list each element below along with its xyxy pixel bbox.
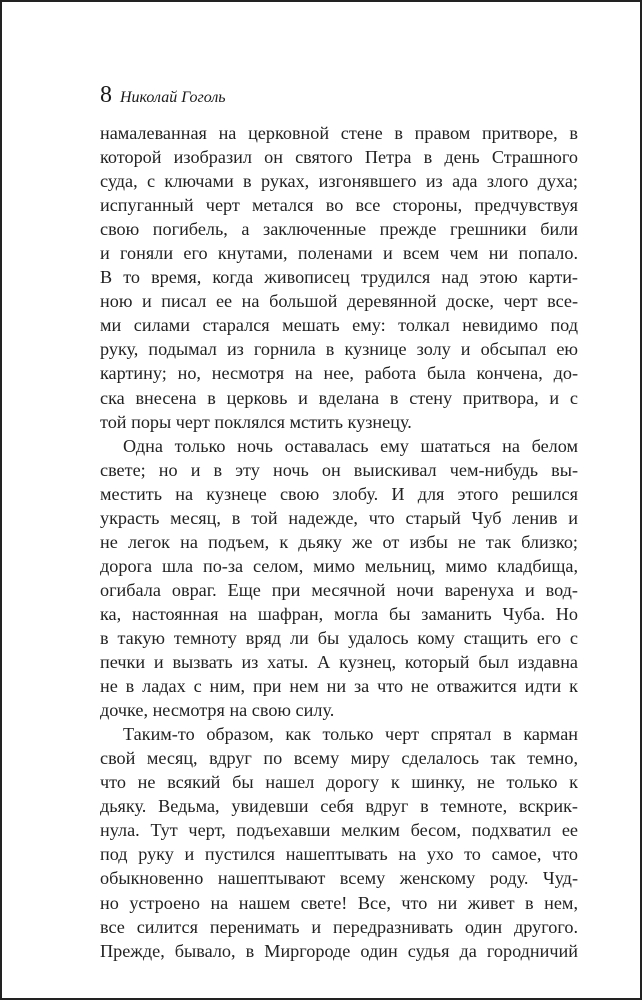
text-line: но устроено на нашем свете! Все, что ни живет в нем,: [100, 892, 578, 913]
running-header: [100, 82, 226, 109]
text-line: не легок на подъем, к дьяку же от избы не так близко;: [100, 531, 578, 552]
text-line: ми силами старался мешать ему: толкал невидимо под: [100, 315, 578, 336]
text-line: картину; но, несмотря на нее, работа была кончена, до-: [100, 363, 578, 384]
text-line: суда, с ключами в руках, изгонявшего из ада злого духа;: [100, 171, 578, 192]
text-line: украсть месяц, в той надежде, что старый Чуб ленив и: [100, 507, 578, 528]
text-line: местить на кузнеце свою злобу. И для этого решился: [100, 483, 578, 504]
text-line: свете; но и в эту ночь он выискивал чем-нибудь вы-: [100, 459, 578, 480]
page-number: 8: [100, 82, 112, 108]
text-line: В то время, когда живописец трудился над этою карти-: [100, 267, 578, 288]
text-line: в такую темноту вряд ли бы удалось кому стащить его с: [100, 627, 578, 648]
paragraph: [100, 121, 578, 434]
text-line: дочке, несмотря на свою силу.: [100, 700, 335, 721]
text-line: той поры черт поклялся мстить кузнецу.: [100, 411, 412, 432]
paragraph: [100, 722, 578, 962]
text-line: все силится перенимать и передразнивать один другого.: [100, 916, 578, 937]
text-line: огибала овраг. Еще при месячной ночи варенуха и вод-: [100, 579, 578, 600]
text-line: намалеванная на церковной стене в правом притворе, в: [100, 123, 578, 143]
text-line: Таким-то образом, как только черт спрятал в карман: [123, 724, 578, 745]
paragraph: [100, 434, 578, 723]
text-line: свой месяц, вдруг по всему миру сделалось так темно,: [100, 748, 578, 769]
text-line: свою погибель, а заключенные прежде грешники били: [100, 219, 578, 240]
text-line: нула. Тут черт, подъехавши мелким бесом, подхватил ее: [100, 820, 578, 841]
text-line: не в ладах с ним, при нем ни за что не отважится идти к: [100, 676, 578, 697]
text-line: ска внесена в церковь и вделана в стену притвора, и с: [100, 387, 578, 408]
text-line: ною и писал ее на большой деревянной доске, черт все-: [100, 291, 578, 312]
body-text: [100, 121, 578, 963]
text-line: под руку и пустился нашептывать на ухо то самое, что: [100, 844, 578, 865]
text-line: обыкновенно нашептывают всему женскому роду. Чуд-: [100, 868, 578, 889]
text-line: дьяку. Ведьма, увидевши себя вдруг в темноте, вскрик-: [100, 796, 578, 817]
text-line: Одна только ночь оставалась ему шататься на белом: [123, 435, 578, 456]
text-line: Прежде, бывало, в Миргороде один судья да городничий: [100, 940, 578, 961]
text-line: которой изобразил он святого Петра в день Страшного: [100, 147, 578, 168]
text-line: ка, настоянная на шафран, могла бы заманить Чуба. Но: [100, 603, 578, 624]
text-line: дорога шла по-за селом, мимо мельниц, мимо кладбища,: [100, 555, 578, 576]
text-line: печки и вызвать из хаты. А кузнец, который был издавна: [100, 652, 578, 673]
running-head-author: Николай Гоголь: [120, 89, 226, 106]
text-line: и гоняли его кнутами, поленами и всем чем ни попало.: [100, 243, 578, 264]
text-line: испуганный черт метался во все стороны, предчувствуя: [100, 195, 578, 216]
text-line: что не всякий бы нашел дорогу к шинку, не только к: [100, 772, 578, 793]
text-line: руку, подымал из горнила в кузнице золу и обсыпал ею: [100, 339, 578, 360]
